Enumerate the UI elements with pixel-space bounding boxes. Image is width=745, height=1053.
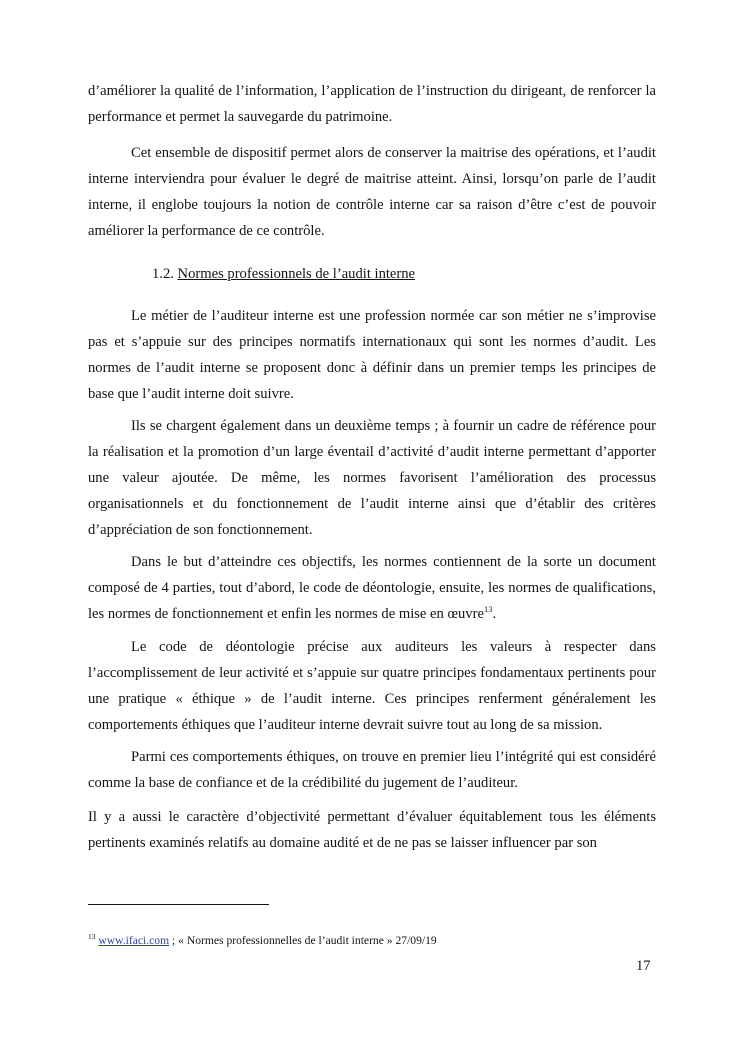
paragraph-4: Ils se chargent également dans un deuxième temps ; à fournir un cadre de référence pour la réalisation et la promotion d’un large éventail d’activité d’audit interne permettant d’apporter une valeur ajoutée. De même, les normes favorisent l’amélioration des processus organisationnels et du fonctionnement de l’audit interne ainsi que d’établir des critères d’appréciation de son fonctionnement. (88, 418, 656, 538)
paragraph-3: Le métier de l’auditeur interne est une profession normée car son métier ne s’improvise pas et s’appuie sur des principes normatifs internationaux qui sont les normes d’audit. Les normes de l’audit interne se proposent donc à définir dans un premier temps les principes de base que l’audit interne doit suivre. (88, 308, 656, 402)
footnote-text: ; « Normes professionnelles de l’audit interne » 27/09/19 (169, 934, 437, 947)
footnote-reference[interactable]: 13 (483, 604, 493, 614)
footnote-divider (88, 904, 269, 905)
section-heading-title: Normes professionnels de l’audit interne (177, 266, 416, 282)
paragraph-5-text: Dans le but d’atteindre ces objectifs, les normes contiennent de la sorte un document composé de 4 parties, tout d’abord, le code de déontologie, ensuite, les normes de qualifications, les normes de fonctionnement et enfin les normes de mise en œuvre (88, 554, 656, 622)
section-heading-number: 1.2. (152, 266, 174, 282)
paragraph-2: Cet ensemble de dispositif permet alors de conserver la maitrise des opérations, et l’audit interne interviendra pour évaluer le degré de maitrise atteint. Ainsi, lorsqu’on parle de l’audit interne, il englobe toujours la notion de contrôle interne car sa raison d’être c’est de pouvoir améliorer la performance de ce contrôle. (88, 145, 656, 239)
page-number: 17 (636, 958, 651, 974)
paragraph-5 (88, 549, 656, 627)
footnote-link[interactable]: www.ifaci.com (98, 934, 170, 947)
footnote (88, 933, 437, 949)
paragraph-5-end: . (492, 606, 497, 622)
paragraph-7: Parmi ces comportements éthiques, on trouve en premier lieu l’intégrité qui est considéré comme la base de confiance et de la crédibilité du jugement de l’auditeur. (88, 749, 656, 791)
footnote-number: 13 (88, 932, 96, 941)
paragraph-1: d’améliorer la qualité de l’information, l’application de l’instruction du dirigeant, de renforcer la performance et permet la sauvegarde du patrimoine. (88, 83, 656, 125)
paragraph-8: Il y a aussi le caractère d’objectivité permettant d’évaluer équitablement tous les éléments pertinents examinés relatifs au domaine audité et de ne pas se laisser influencer par son (88, 809, 656, 851)
section-heading (152, 263, 415, 285)
paragraph-6: Le code de déontologie précise aux auditeurs les valeurs à respecter dans l’accomplissement de leur activité et s’appuie sur quatre principes fondamentaux pertinents pour une pratique « éthique » de l’audit interne. Ces principes renferment généralement les comportements éthiques que l’auditeur interne devrait suivre tout au long de sa mission. (88, 639, 656, 733)
